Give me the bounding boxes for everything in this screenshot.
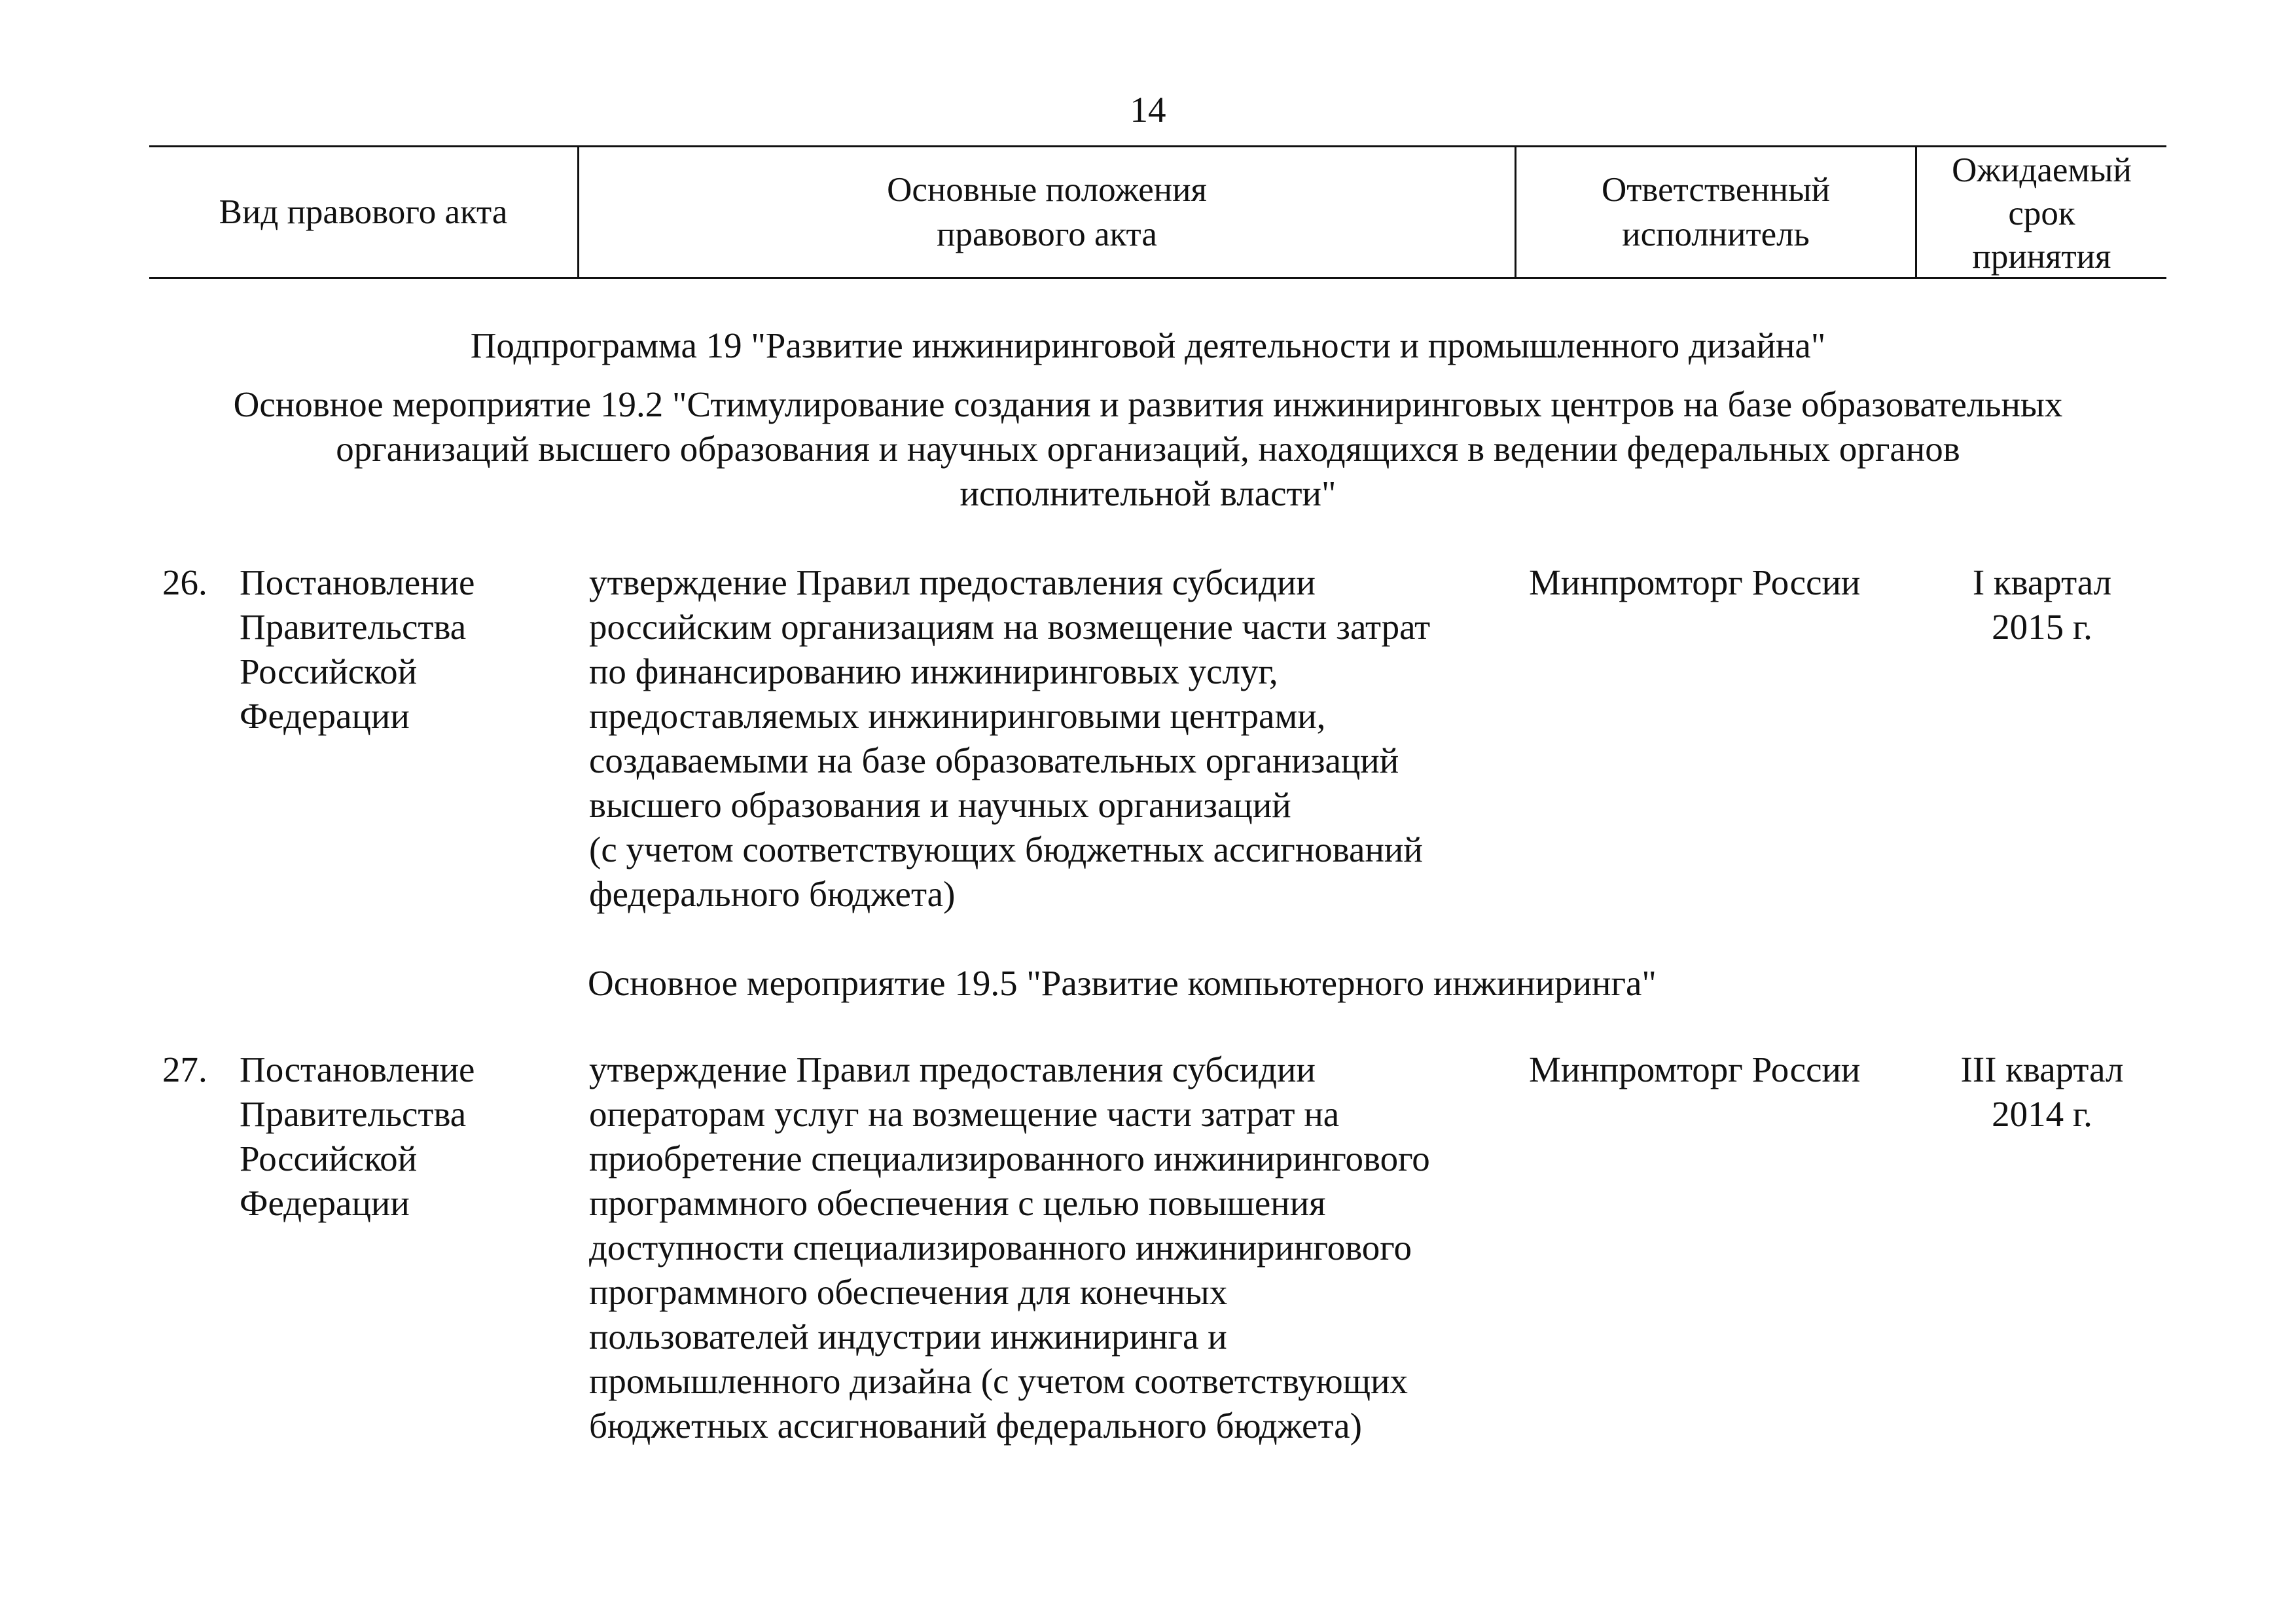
header-act-type: Вид правового акта (219, 193, 508, 231)
row-deadline: III квартал 2014 г. (1960, 1049, 2124, 1134)
row-act-type: Постановление Правительства Российской Федерации (240, 562, 475, 736)
row-deadline: I квартал 2015 г. (1972, 562, 2112, 647)
row-number: 26. (162, 562, 207, 602)
row-executor: Минпромторг России (1529, 562, 1861, 602)
header-executor: Ответственный исполнитель (1515, 147, 1915, 277)
header-deadline: Ожидаемый срок принятия (1915, 147, 2166, 277)
row-number: 27. (162, 1049, 207, 1089)
subprogram-title: Подпрограмма 19 "Развитие инжиниринговой деятельности и промышленного дизайна" (470, 325, 1826, 365)
measure-19-2-line-2: организаций высшего образования и научных организаций, находящихся в ведении федеральных органов (336, 429, 1960, 469)
row-act-type: Постановление Правительства Российской Федерации (240, 1049, 475, 1223)
table-header (149, 145, 2166, 279)
row-provisions: утверждение Правил предоставления субсидии российским организациям на возмещение части затрат по финансированию инжиниринговых услуг, предоставляемых инжиниринговыми центрами, создаваемыми на базе образовательных организаций высшего образования и научных организаций (с учетом соответствующих бюджетных ассигнований федерального бюджета) (589, 562, 1431, 914)
header-provisions: Основные положения правового акта (577, 147, 1515, 277)
measure-19-5-title: Основное мероприятие 19.5 "Развитие компьютерного инжиниринга" (588, 963, 1657, 1003)
row-provisions: утверждение Правил предоставления субсидии операторам услуг на возмещение части затрат на приобретение специализированного инжинирингового программного обеспечения с целью повышения доступности специализированного инжинирингового программного обеспечения для конечных пользователей индустрии инжиниринга и промышленного дизайна (с учетом соответствующих бюджетных ассигнований федерального бюджета) (589, 1049, 1430, 1446)
page-number: 14 (1130, 90, 1166, 130)
measure-19-2-line-1: Основное мероприятие 19.2 "Стимулирование создания и развития инжиниринговых центров на базе образовательных (233, 384, 2063, 424)
measure-19-2-line-3: исполнительной власти" (960, 473, 1336, 513)
row-executor: Минпромторг России (1529, 1049, 1861, 1089)
